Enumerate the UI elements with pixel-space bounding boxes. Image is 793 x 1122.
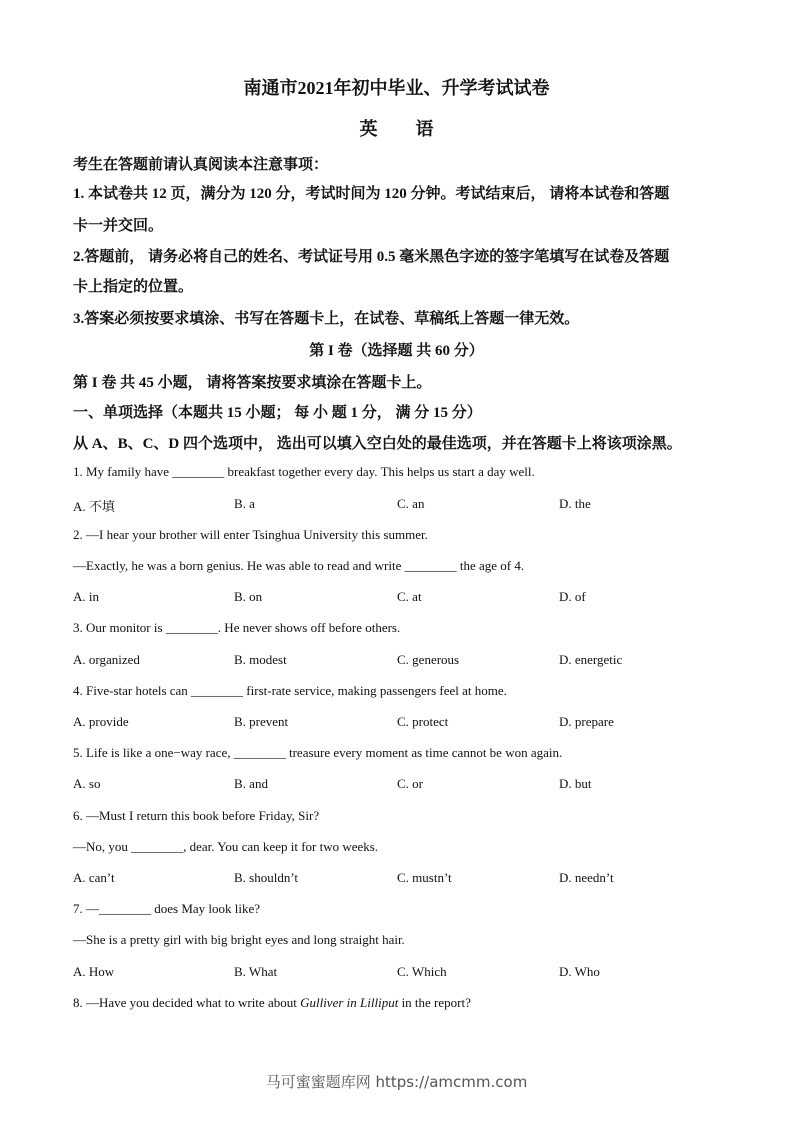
question-7-option-c: C. Which xyxy=(397,964,447,979)
question-5-option-d: D. but xyxy=(559,776,592,791)
note-item-1-line-2: 卡一并交回。 xyxy=(73,218,164,234)
question-6-option-d: D. needn’t xyxy=(559,870,614,885)
question-4-stem: 4. Five-star hotels can ________ first-rate service, making passengers feel at home. xyxy=(73,683,507,698)
question-7-option-b: B. What xyxy=(234,964,278,979)
question-6-option-c: C. mustn’t xyxy=(397,870,452,885)
question-4-option-d: D. prepare xyxy=(559,714,614,729)
question-5-option-b: B. and xyxy=(234,776,268,791)
question-5-option-c: C. or xyxy=(397,776,423,791)
question-4-option-c: C. protect xyxy=(397,714,449,729)
question-5-option-a: A. so xyxy=(73,776,101,791)
question-8-text-pre: 8. —Have you decided what to write about xyxy=(73,995,301,1010)
watermark-footer: 马可蜜蜜题库网 https://amcmm.com xyxy=(265,1073,528,1091)
question-1-stem: 1. My family have ________ breakfast together every day. This helps us start a day well. xyxy=(73,464,535,479)
note-item-2-line-1: 2.答题前， 请务必将自己的姓名、考试证号用 0.5 毫米黑色字迹的签字笔填写在试卷及答题 xyxy=(73,249,670,265)
question-5-stem: 5. Life is like a one−way race, ________ treasure every moment as time cannot be won again. xyxy=(73,745,563,760)
section-title: 一、单项选择（本题共 15 小题； 每 小 题 1 分， 满 分 15 分） xyxy=(73,405,482,421)
question-1-option-a: A. 不填 xyxy=(73,499,115,514)
question-1-option-b: B. a xyxy=(234,496,255,511)
question-7-reply: —She is a pretty girl with big bright eyes and long straight hair. xyxy=(73,932,405,947)
question-4-option-a: A. provide xyxy=(73,714,129,729)
question-8-text-post: in the report? xyxy=(398,995,471,1010)
notes-heading: 考生在答题前请认真阅读本注意事项： xyxy=(73,157,329,173)
question-3-option-d: D. energetic xyxy=(559,652,623,667)
question-2-option-c: C. at xyxy=(397,589,422,604)
question-2-option-b: B. on xyxy=(234,589,263,604)
question-3-option-c: C. generous xyxy=(397,652,460,667)
question-6-option-b: B. shouldn’t xyxy=(234,870,299,885)
note-item-1-line-1: 1. 本试卷共 12 页，满分为 120 分，考试时间为 120 分钟。考试结束后， 请将本试卷和答题 xyxy=(73,186,670,202)
question-7-option-a: A. How xyxy=(73,964,115,979)
question-6-stem: 6. —Must I return this book before Friday, Sir? xyxy=(73,808,320,823)
subject-title: 英语 xyxy=(359,119,472,139)
question-7-stem: 7. —________ does May look like? xyxy=(73,901,261,916)
question-4-option-b: B. prevent xyxy=(234,714,289,729)
question-2-option-d: D. of xyxy=(559,589,586,604)
question-8-book-title: Gulliver in Lilliput xyxy=(300,995,399,1010)
section-instruction: 从 A、B、C、D 四个选项中， 选出可以填入空白处的最佳选项，并在答题卡上将该项涂黑。 xyxy=(73,436,682,452)
question-2-reply: —Exactly, he was a born genius. He was able to read and write ________ the age of 4. xyxy=(73,558,525,573)
question-6-option-a: A. can’t xyxy=(73,870,115,885)
note-item-3: 3.答案必须按要求填涂、书写在答题卡上，在试卷、草稿纸上答题一律无效。 xyxy=(73,311,580,327)
question-7-option-d: D. Who xyxy=(559,964,600,979)
note-item-2-line-2: 卡上指定的位置。 xyxy=(73,279,194,295)
question-3-option-a: A. organized xyxy=(73,652,140,667)
question-1-option-d: D. the xyxy=(559,496,591,511)
question-2-stem: 2. —I hear your brother will enter Tsinghua University this summer. xyxy=(73,527,428,542)
exam-title: 南通市2021年初中毕业、升学考试试卷 xyxy=(243,78,550,98)
question-8-stem xyxy=(73,995,471,1011)
part-note: 第 I 卷 共 45 小题， 请将答案按要求填涂在答题卡上。 xyxy=(73,375,432,391)
question-3-option-b: B. modest xyxy=(234,652,287,667)
question-3-stem: 3. Our monitor is ________. He never shows off before others. xyxy=(73,620,401,635)
question-6-reply: —No, you ________, dear. You can keep it for two weeks. xyxy=(73,839,379,854)
question-1-option-c: C. an xyxy=(397,496,425,511)
question-2-option-a: A. in xyxy=(73,589,99,604)
part-title: 第 I 卷（选择题 共 60 分） xyxy=(309,343,484,359)
